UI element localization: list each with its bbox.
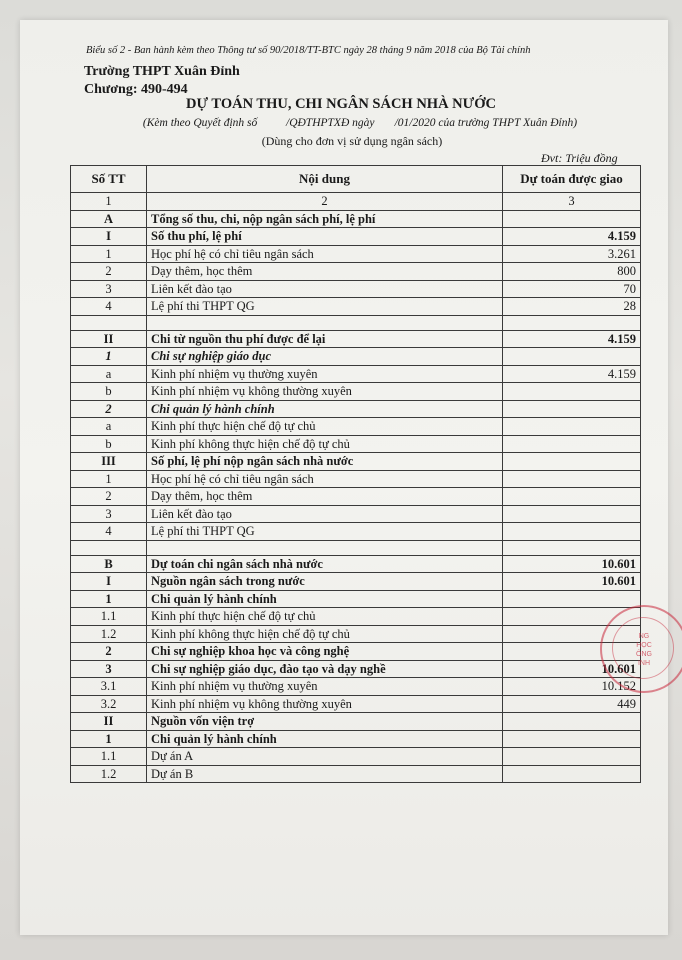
row-content-cell: Tổng số thu, chi, nộp ngân sách phí, lệ phí (147, 210, 503, 228)
row-content-cell: Học phí hệ có chỉ tiêu ngân sách (147, 470, 503, 488)
row-value-cell: 10.601 (503, 660, 641, 678)
table-row (71, 608, 641, 626)
row-number-cell: II (71, 330, 147, 348)
row-value-cell: 4.159 (503, 330, 641, 348)
table-row (71, 590, 641, 608)
row-value-cell (503, 590, 641, 608)
table-row (71, 713, 641, 731)
row-value-cell (503, 748, 641, 766)
row-number-cell: III (71, 453, 147, 471)
column-header-stt: Số TT (71, 166, 147, 193)
table-row (71, 488, 641, 506)
row-value-cell (503, 210, 641, 228)
column-header-value: Dự toán được giao (503, 166, 641, 193)
row-number-cell: 2 (71, 643, 147, 661)
table-row (71, 280, 641, 298)
table-row (71, 435, 641, 453)
unit-label: Đvt: Triệu đồng (541, 151, 618, 165)
row-content-cell (147, 540, 503, 555)
row-value-cell: 10.152 (503, 678, 641, 696)
row-content-cell (147, 315, 503, 330)
row-value-cell: 3.261 (503, 245, 641, 263)
table-row (71, 660, 641, 678)
row-content-cell: Liên kết đào tạo (147, 280, 503, 298)
row-value-cell: 4.159 (503, 228, 641, 246)
row-value-cell (503, 418, 641, 436)
row-value-cell: 70 (503, 280, 641, 298)
row-value-cell: 10.601 (503, 573, 641, 591)
table-row (71, 298, 641, 316)
row-number-cell: b (71, 435, 147, 453)
row-value-cell (503, 435, 641, 453)
row-number-cell: II (71, 713, 147, 731)
row-content-cell: Lệ phí thi THPT QG (147, 523, 503, 541)
table-row (71, 765, 641, 783)
row-number-cell (71, 315, 147, 330)
table-row (71, 330, 641, 348)
row-value-cell: 800 (503, 263, 641, 281)
table-spacer-row (71, 315, 641, 330)
table-row (71, 453, 641, 471)
row-number-cell: a (71, 365, 147, 383)
row-number-cell: 1 (71, 348, 147, 366)
table-row (71, 348, 641, 366)
row-value-cell (503, 315, 641, 330)
table-header-row (71, 166, 641, 193)
table-row (71, 730, 641, 748)
row-content-cell: Dạy thêm, học thêm (147, 263, 503, 281)
row-content-cell: Chi sự nghiệp khoa học và công nghệ (147, 643, 503, 661)
row-value-cell (503, 453, 641, 471)
row-content-cell: Lệ phí thi THPT QG (147, 298, 503, 316)
table-spacer-row (71, 540, 641, 555)
row-content-cell: Dự án B (147, 765, 503, 783)
table-row (71, 523, 641, 541)
row-number-cell: 1 (71, 590, 147, 608)
row-value-cell: 4.159 (503, 365, 641, 383)
row-content-cell: Chi sự nghiệp giáo dục, đào tạo và dạy nghề (147, 660, 503, 678)
row-number-cell: a (71, 418, 147, 436)
row-number-cell: 3 (71, 280, 147, 298)
row-value-cell (503, 608, 641, 626)
table-row (71, 228, 641, 246)
school-name: Trường THPT Xuân Đỉnh (84, 64, 240, 79)
row-content-cell: Chi quản lý hành chính (147, 400, 503, 418)
table-row (71, 555, 641, 573)
row-content-cell: Chi sự nghiệp giáo dục (147, 348, 503, 366)
row-value-cell (503, 470, 641, 488)
row-content-cell: Số thu phí, lệ phí (147, 228, 503, 246)
row-content-cell: Dự án A (147, 748, 503, 766)
row-number-cell: 2 (71, 488, 147, 506)
row-number-cell: 4 (71, 298, 147, 316)
row-number-cell: 2 (71, 263, 147, 281)
official-seal-text: NG HỌC ÔNG INH (636, 633, 652, 667)
row-value-cell: 28 (503, 298, 641, 316)
table-row (71, 383, 641, 401)
row-number-cell (71, 540, 147, 555)
row-value-cell (503, 488, 641, 506)
table-index-row (71, 193, 641, 211)
row-value-cell (503, 730, 641, 748)
row-content-cell: Kinh phí thực hiện chế độ tự chủ (147, 418, 503, 436)
row-number-cell: 3.2 (71, 695, 147, 713)
row-content-cell: Dạy thêm, học thêm (147, 488, 503, 506)
table-row (71, 245, 641, 263)
document-title: DỰ TOÁN THU, CHI NGÂN SÁCH NHÀ NƯỚC (186, 96, 496, 112)
row-number-cell: A (71, 210, 147, 228)
row-value-cell (503, 713, 641, 731)
row-number-cell: b (71, 383, 147, 401)
row-value-cell (503, 765, 641, 783)
row-content-cell: Chi quản lý hành chính (147, 730, 503, 748)
row-content-cell: Liên kết đào tạo (147, 505, 503, 523)
row-content-cell: Kinh phí không thực hiện chế độ tự chủ (147, 625, 503, 643)
row-content-cell: Kinh phí nhiệm vụ thường xuyên (147, 365, 503, 383)
decision-reference: (Kèm theo Quyết định số /QĐTHPTXĐ ngày /01/2020 của trường THPT Xuân Đỉnh) (142, 117, 578, 129)
row-number-cell: 3 (71, 660, 147, 678)
index-cell: 2 (147, 193, 503, 211)
index-cell: 1 (71, 193, 147, 211)
form-reference-note: Biểu số 2 - Ban hành kèm theo Thông tư số 90/2018/TT-BTC ngày 28 tháng 9 năm 2018 của Bộ Tài chính (86, 45, 531, 56)
row-value-cell (503, 348, 641, 366)
row-value-cell: 10.601 (503, 555, 641, 573)
row-content-cell: Nguồn ngân sách trong nước (147, 573, 503, 591)
row-number-cell: 1.1 (71, 748, 147, 766)
row-number-cell: 1.2 (71, 765, 147, 783)
table-row (71, 418, 641, 436)
row-value-cell (503, 400, 641, 418)
table-row (71, 695, 641, 713)
row-content-cell: Học phí hệ có chỉ tiêu ngân sách (147, 245, 503, 263)
table-row (71, 505, 641, 523)
row-content-cell: Số phí, lệ phí nộp ngân sách nhà nước (147, 453, 503, 471)
row-content-cell: Nguồn vốn viện trợ (147, 713, 503, 731)
table-row (71, 678, 641, 696)
chapter-code: Chương: 490-494 (84, 82, 188, 97)
budget-table (70, 165, 641, 783)
index-cell: 3 (503, 193, 641, 211)
row-number-cell: I (71, 228, 147, 246)
row-content-cell: Dự toán chi ngân sách nhà nước (147, 555, 503, 573)
table-row (71, 365, 641, 383)
table-row (71, 625, 641, 643)
row-number-cell: 3.1 (71, 678, 147, 696)
row-value-cell: 449 (503, 695, 641, 713)
row-number-cell: 1.1 (71, 608, 147, 626)
row-number-cell: 4 (71, 523, 147, 541)
row-value-cell (503, 540, 641, 555)
budget-table-body (71, 210, 641, 783)
row-value-cell (503, 523, 641, 541)
table-row (71, 573, 641, 591)
row-value-cell (503, 383, 641, 401)
row-number-cell: 1 (71, 730, 147, 748)
column-header-content: Nội dung (147, 166, 503, 193)
table-row (71, 643, 641, 661)
row-content-cell: Kinh phí thực hiện chế độ tự chủ (147, 608, 503, 626)
row-number-cell: 2 (71, 400, 147, 418)
table-row (71, 400, 641, 418)
row-content-cell: Kinh phí không thực hiện chế độ tự chủ (147, 435, 503, 453)
row-content-cell: Kinh phí nhiệm vụ không thường xuyên (147, 695, 503, 713)
table-row (71, 470, 641, 488)
usage-note: (Dùng cho đơn vị sử dụng ngân sách) (261, 134, 443, 148)
table-row (71, 210, 641, 228)
row-number-cell: 1 (71, 245, 147, 263)
row-value-cell (503, 505, 641, 523)
row-number-cell: B (71, 555, 147, 573)
row-number-cell: 1 (71, 470, 147, 488)
table-row (71, 748, 641, 766)
row-content-cell: Chi quản lý hành chính (147, 590, 503, 608)
row-number-cell: I (71, 573, 147, 591)
row-number-cell: 1.2 (71, 625, 147, 643)
row-content-cell: Kinh phí nhiệm vụ không thường xuyên (147, 383, 503, 401)
row-number-cell: 3 (71, 505, 147, 523)
row-content-cell: Chi từ nguồn thu phí được để lại (147, 330, 503, 348)
row-content-cell: Kinh phí nhiệm vụ thường xuyên (147, 678, 503, 696)
table-row (71, 263, 641, 281)
